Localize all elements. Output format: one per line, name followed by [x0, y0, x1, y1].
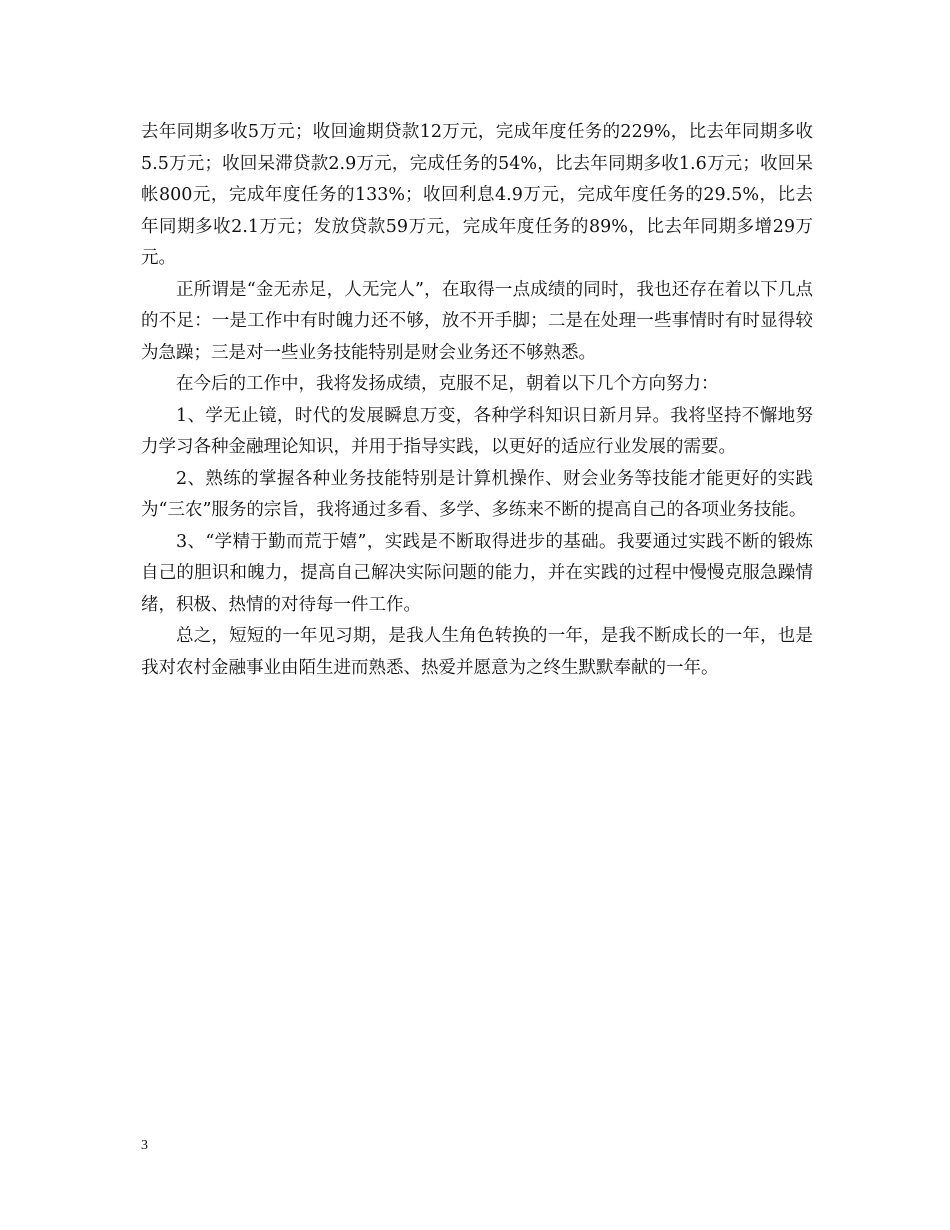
paragraph-conclusion: 总之，短短的一年见习期，是我人生角色转换的一年，是我不断成长的一年，也是我对农村金融事业由陌生进而熟悉、热爱并愿意为之终生默默奉献的一年。 [141, 626, 813, 678]
paragraph-future-intro: 在今后的工作中，我将发扬成绩，克服不足，朝着以下几个方向努力： [176, 374, 719, 394]
paragraph-shortcomings: 正所谓是“金无赤足，人无完人”，在取得一点成绩的同时，我也还存在着以下几点的不足：一是工作中有时魄力还不够，放不开手脚；二是在处理一些事情时有时显得较为急躁；三是对一些业务技能特别是财会业务还不够熟悉。 [141, 279, 813, 363]
document-body [141, 117, 813, 684]
paragraph-item-3: 3、“学精于勤而荒于嬉”，实践是不断取得进步的基础。我要通过实践不断的锻炼自己的胆识和魄力，提高自己解决实际问题的能力，并在实践的过程中慢慢克服急躁情绪，积极、热情的对待每一件工作。 [141, 531, 813, 615]
paragraph-continuation: 去年同期多收5万元；收回逾期贷款12万元，完成年度任务的229%，比去年同期多收5.5万元；收回呆滞贷款2.9万元，完成任务的54%，比去年同期多收1.6万元；收回呆帐800元，完成年度任务的133%；收回利息4.9万元，完成年度任务的29.5%，比去年同期多收2.1万元；发放贷款59万元，完成年度任务的89%，比去年同期多增29万元。 [141, 122, 813, 268]
page-number: 3 [141, 1138, 148, 1153]
paragraph-item-2: 2、熟练的掌握各种业务技能特别是计算机操作、财会业务等技能才能更好的实践为“三农”服务的宗旨，我将通过多看、多学、多练来不断的提高自己的各项业务技能。 [141, 468, 813, 520]
paragraph-item-1: 1、学无止镜，时代的发展瞬息万变，各种学科知识日新月异。我将坚持不懈地努力学习各种金融理论知识，并用于指导实践，以更好的适应行业发展的需要。 [141, 405, 813, 457]
